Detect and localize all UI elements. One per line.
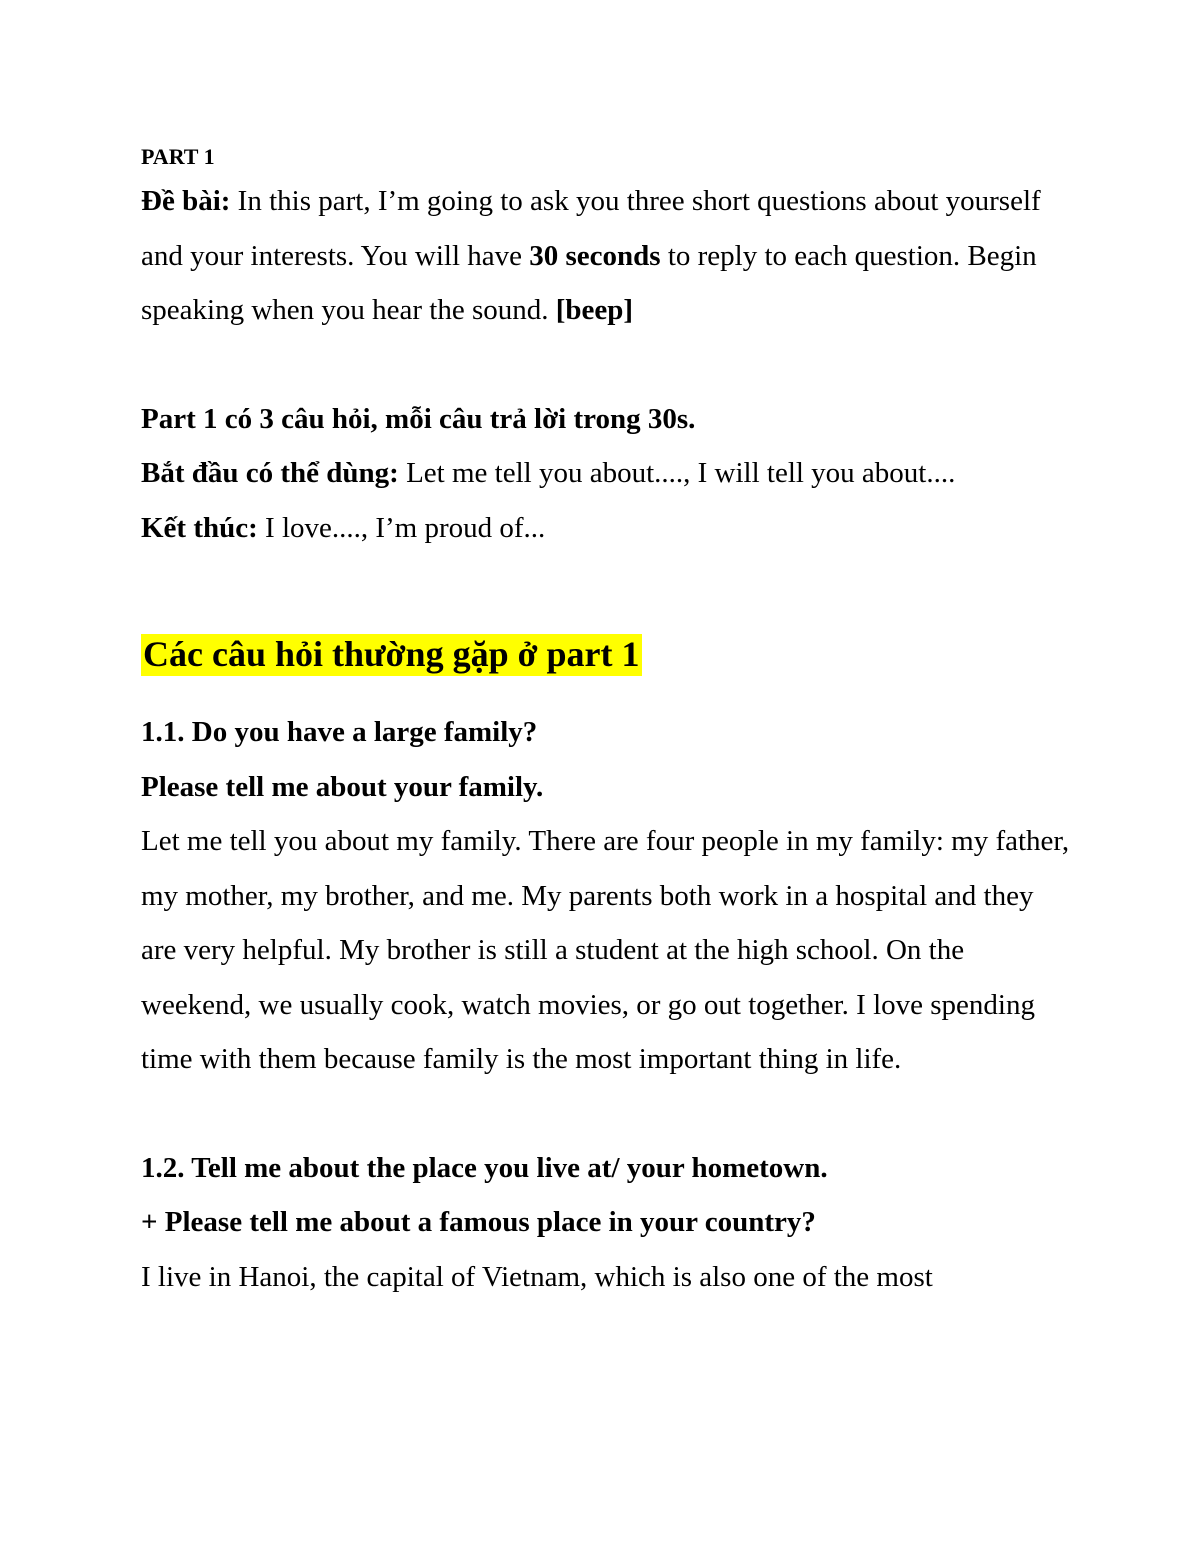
start-phrases	[141, 446, 1071, 501]
question-1: 1.1. Do you have a large family?	[141, 716, 538, 748]
start-text: Let me tell you about...., I will tell you about....	[398, 457, 956, 489]
answer-1: Let me tell you about my family. There are four people in my family: my father, my mother, my brother, and me. My parents both work in a hospital and they are very helpful. My brother is still a student at the high school. On the weekend, we usually cook, watch movies, or go out together. I love spending time with them because family is the most important thing in life.	[141, 825, 1070, 1075]
intro-text-2: to reply to each question. Begin speaking when you hear the sound.	[141, 239, 1037, 326]
section-heading-highlight: Các câu hỏi thường gặp ở part 1	[143, 634, 640, 674]
answer-2: I live in Hanoi, the capital of Vietnam, which is also one of the most	[141, 1260, 933, 1293]
end-label: Kết thúc:	[141, 511, 258, 544]
spacer	[141, 1087, 1071, 1141]
spacer	[141, 679, 1071, 705]
intro-seconds: 30 seconds	[529, 239, 661, 272]
question-1-sub: Please tell me about your family.	[141, 770, 544, 803]
question-2: 1.2. Tell me about the place you live at/ your hometown.	[141, 1151, 828, 1184]
end-phrases	[141, 501, 1071, 556]
section-heading	[141, 629, 1071, 679]
intro-text-1: In this part, I’m going to ask you three short questions about yourself and your interests. You will have	[141, 185, 1041, 272]
document-page	[141, 140, 1071, 1304]
spacer	[141, 338, 1071, 392]
intro-paragraph	[141, 174, 1071, 338]
start-label: Bắt đầu có thể dùng:	[141, 457, 399, 489]
part-title: PART 1	[141, 144, 215, 169]
spacer	[141, 555, 1071, 629]
intro-label: Đề bài:	[141, 185, 231, 217]
summary-line: Part 1 có 3 câu hỏi, mỗi câu trả lời trong 30s.	[141, 402, 696, 435]
question-2-sub: + Please tell me about a famous place in your country?	[141, 1206, 816, 1238]
end-text: I love...., I’m proud of...	[257, 511, 546, 544]
intro-beep: [beep]	[555, 294, 634, 326]
